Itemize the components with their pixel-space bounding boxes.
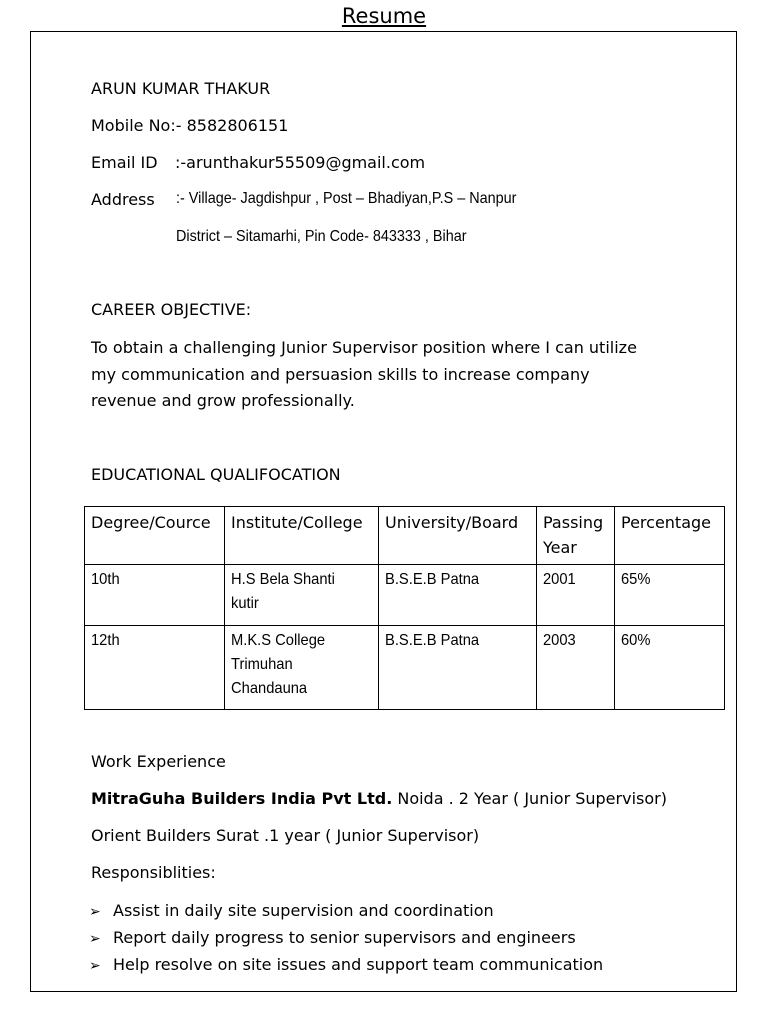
header-institute: Institute/College: [225, 507, 379, 565]
cell-university: B.S.E.B Patna: [379, 565, 537, 626]
table-row: [85, 565, 725, 626]
email-label: Email ID: [91, 153, 158, 172]
cell-institute: M.K.S College Trimuhan Chandauna: [225, 626, 379, 710]
career-objective-line-3: revenue and grow professionally.: [91, 391, 355, 410]
mobile-line: [91, 116, 288, 135]
cell-percentage: 60%: [615, 626, 725, 710]
cell-passing-year: 2001: [537, 565, 615, 626]
arrow-bullet-icon: ➢: [89, 904, 101, 920]
career-objective-line-1: To obtain a challenging Junior Supervisor position where I can utilize: [91, 338, 637, 357]
page-title: Resume: [341, 4, 427, 28]
cell-passing-year: 2003: [537, 626, 615, 710]
candidate-name: ARUN KUMAR THAKUR: [91, 79, 271, 98]
header-percentage: Percentage: [615, 507, 725, 565]
responsibilities-heading: Responsiblities:: [91, 863, 216, 882]
list-item: ➢ Help resolve on site issues and support team communication: [89, 951, 603, 978]
job-line-1: [91, 789, 667, 808]
header-university: University/Board: [379, 507, 537, 565]
mobile-value: 8582806151: [186, 116, 289, 135]
career-objective-line-2: my communication and persuasion skills to increase company: [91, 365, 590, 384]
header-passing-year: Passing Year: [537, 507, 615, 565]
cell-degree: 10th: [85, 565, 225, 626]
address-line-2: District – Sitamarhi, Pin Code- 843333 , Bihar: [176, 228, 467, 245]
job1-company: MitraGuha Builders India Pvt Ltd.: [91, 789, 393, 808]
cell-university: B.S.E.B Patna: [379, 626, 537, 710]
cell-institute: H.S Bela Shanti kutir: [225, 565, 379, 626]
mobile-label: Mobile No:-: [91, 116, 182, 135]
address-label: Address: [91, 190, 155, 209]
job-line-2: Orient Builders Surat .1 year ( Junior Supervisor): [91, 826, 480, 845]
list-item: ➢ Assist in daily site supervision and coordination: [89, 897, 603, 924]
address-line-1: :- Village- Jagdishpur , Post – Bhadiyan,P.S – Nanpur: [176, 190, 517, 207]
table-row: [85, 626, 725, 710]
education-header-row: [85, 507, 725, 565]
email-value: :-arunthakur55509@gmail.com: [175, 153, 426, 172]
cell-percentage: 65%: [615, 565, 725, 626]
arrow-bullet-icon: ➢: [89, 931, 101, 947]
work-experience-heading: Work Experience: [91, 752, 226, 771]
career-objective-heading: CAREER OBJECTIVE:: [91, 300, 252, 319]
header-degree: Degree/Cource: [85, 507, 225, 565]
job1-details: Noida . 2 Year ( Junior Supervisor): [392, 789, 667, 808]
arrow-bullet-icon: ➢: [89, 958, 101, 974]
email-line: [91, 153, 425, 172]
education-table: [84, 506, 725, 710]
cell-degree: 12th: [85, 626, 225, 710]
education-heading: EDUCATIONAL QUALIFOCATION: [91, 465, 341, 484]
responsibilities-list: [89, 897, 603, 978]
list-item: ➢ Report daily progress to senior supervisors and engineers: [89, 924, 603, 951]
